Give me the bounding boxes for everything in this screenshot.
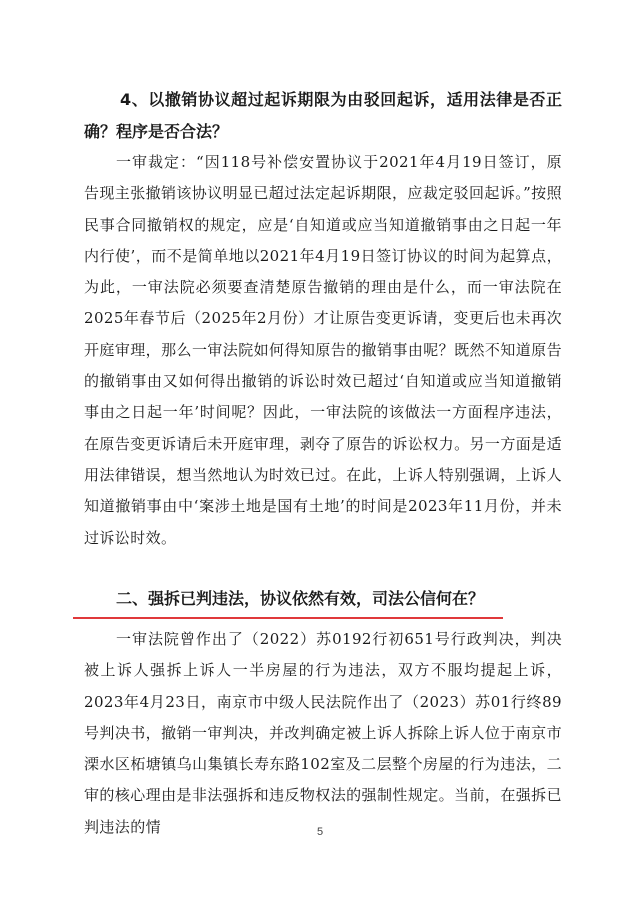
section-4-paragraph: 一审裁定：“因118号补偿安置协议于2021年4月19日签订，原告现主张撤销该协议明显已超过法定起诉期限，应裁定驳回起诉。”按照民事合同撤销权的规定，应是‘自知道或应当知道撤销事由之日起一年内行使’，而不是简单地以2021年4月19日签订协议的时间为起算点，为此，一审法院必须要查清楚原告撤销的理由是什么，而一审法院在2025年春节后（2025年2月份）才让原告变更诉请，变更后也未再次开庭审理，那么一审法院如何得知原告的撤销事由呢？既然不知道原告的撤销事由又如何得出撤销的诉讼时效已超过‘自知道或应当知道撤销事由之日起一年’时间呢？因此，一审法院的该做法一方面程序违法，在原告变更诉请后未开庭审理，剥夺了原告的诉讼权力。另一方面是适用法律错误，想当然地认为时效已过。在此，上诉人特别强调，上诉人知道撤销事由中‘案涉土地是国有土地’的时间是2023年11月份，并未过诉讼时效。 <box>84 153 562 547</box>
page-number: 5 <box>316 826 324 838</box>
section-4-heading: 4、以撤销协议超过起诉期限为由驳回起诉，适用法律是否正确？程序是否合法？ <box>84 90 562 141</box>
red-underline-divider <box>73 617 503 619</box>
section-two-paragraph: 一审法院曾作出了（2022）苏0192行初651号行政判决，判决被上诉人强拆上诉人一半房屋的行为违法，双方不服均提起上诉，2023年4月23日，南京市中级人民法院作出了（2023）苏01行终89号判决书，撤销一审判决，并改判确定被上诉人拆除上诉人位于南京市溧水区柘塘镇乌山集镇长寿东路102室及二层整个房屋的行为违法，二审的核心理由是非法强拆和违反物权法的强制性规定。当前，在强拆已判违法的情 <box>84 630 562 836</box>
section-two-heading: 二、强拆已判违法，协议依然有效，司法公信何在？ <box>116 589 485 608</box>
